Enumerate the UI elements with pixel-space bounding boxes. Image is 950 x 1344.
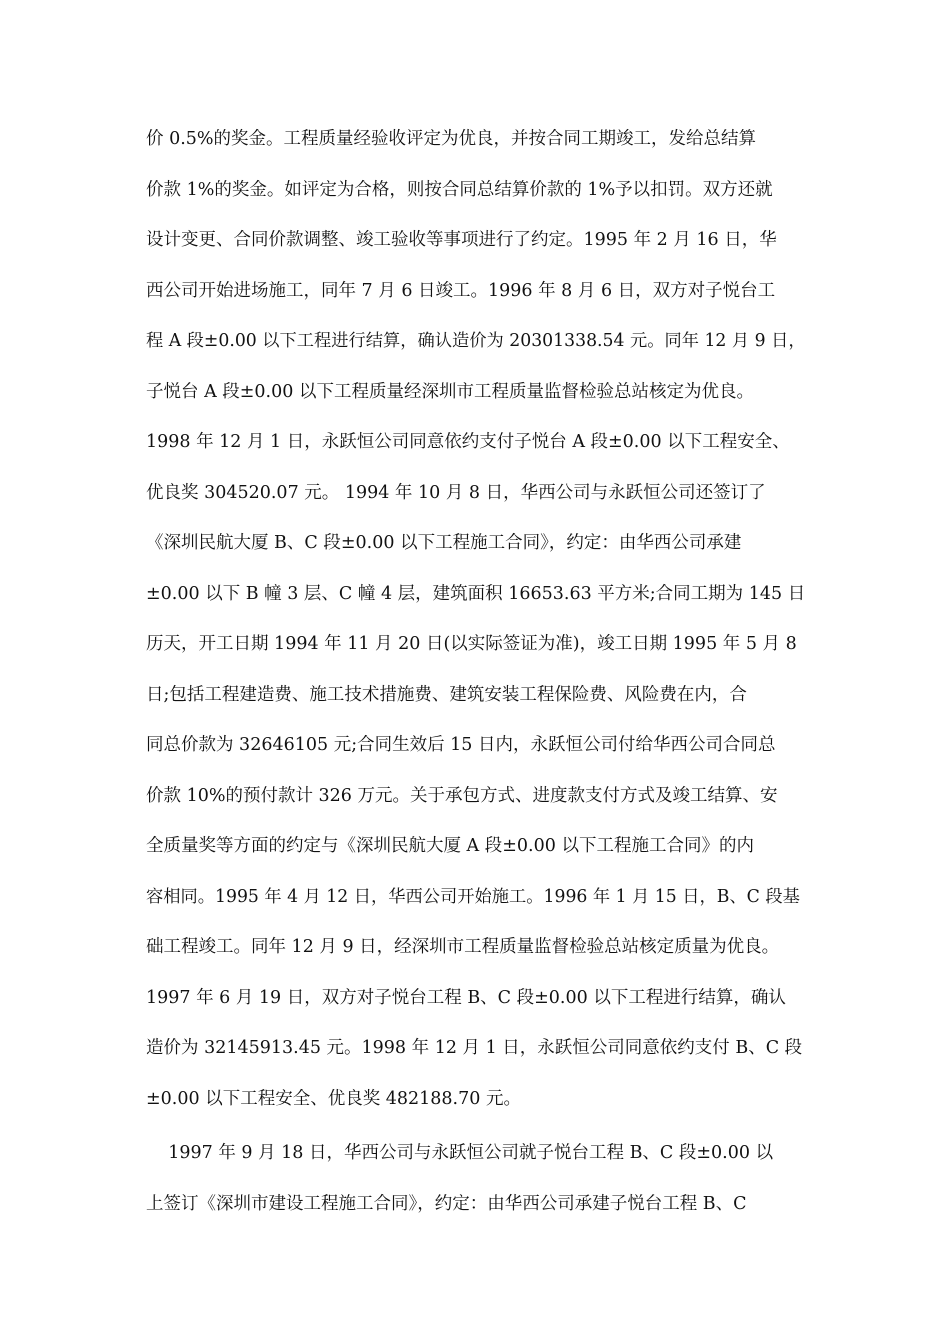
- text-line: 《深圳民航大厦 B、C 段±0.00 以下工程施工合同》，约定：由华西公司承建: [146, 533, 742, 553]
- text-line: 同总价款为 32646105 元;合同生效后 15 日内，永跃恒公司付给华西公司合同总: [146, 735, 776, 755]
- text-line: 上签订《深圳市建设工程施工合同》，约定：由华西公司承建子悦台工程 B、C: [146, 1193, 747, 1214]
- text-line: 价款 10%的预付款计 326 万元。关于承包方式、进度款支付方式及竣工结算、安: [146, 785, 778, 806]
- text-line: 价 0.5%的奖金。工程质量经验收评定为优良，并按合同工期竣工，发给总结算: [146, 129, 757, 149]
- text-line: 1997 年 9 月 18 日，华西公司与永跃恒公司就子悦台工程 B、C 段±0.00 以: [146, 1143, 774, 1163]
- text-line: 全质量奖等方面的约定与《深圳民航大厦 A 段±0.00 以下工程施工合同》的内: [146, 836, 754, 856]
- text-line: 西公司开始进场施工，同年 7 月 6 日竣工。1996 年 8 月 6 日，双方对子悦台工: [146, 280, 776, 301]
- text-line: 容相同。1995 年 4 月 12 日，华西公司开始施工。1996 年 1 月 15 日，B、C 段基: [146, 886, 800, 907]
- text-line: 日;包括工程建造费、施工技术措施费、建筑安装工程保险费、风险费在内，合: [146, 684, 747, 705]
- text-line: 优良奖 304520.07 元。 1994 年 10 月 8 日，华西公司与永跃恒公司还签订了: [146, 482, 766, 503]
- text-line: 程 A 段±0.00 以下工程进行结算，确认造价为 20301338.54 元。同年 12 月 9 日，: [146, 331, 806, 351]
- text-line: 子悦台 A 段±0.00 以下工程质量经深圳市工程质量监督检验总站核定为优良。: [146, 381, 754, 402]
- text-line: 1997 年 6 月 19 日，双方对子悦台工程 B、C 段±0.00 以下工程进行结算，确认: [146, 987, 786, 1008]
- text-line: ±0.00 以下工程安全、优良奖 482188.70 元。: [146, 1088, 521, 1109]
- text-line: 设计变更、合同价款调整、竣工验收等事项进行了约定。1995 年 2 月 16 日，华: [146, 230, 777, 250]
- text-line: 1998 年 12 月 1 日，永跃恒公司同意依约支付子悦台 A 段±0.00 以下工程安全、: [146, 432, 790, 452]
- text-line: 历天，开工日期 1994 年 11 月 20 日(以实际签证为准)，竣工日期 1995 年 5 月 8: [146, 634, 797, 654]
- text-line: 造价为 32145913.45 元。1998 年 12 月 1 日，永跃恒公司同意依约支付 B、C 段: [146, 1038, 803, 1058]
- text-line: 价款 1%的奖金。如评定为合格，则按合同总结算价款的 1%予以扣罚。双方还就: [146, 179, 773, 200]
- text-line: ±0.00 以下 B 幢 3 层、C 幢 4 层，建筑面积 16653.63 平方米;合同工期为 145 日: [146, 583, 806, 604]
- text-line: 础工程竣工。同年 12 月 9 日，经深圳市工程质量监督检验总站核定质量为优良。: [146, 937, 780, 957]
